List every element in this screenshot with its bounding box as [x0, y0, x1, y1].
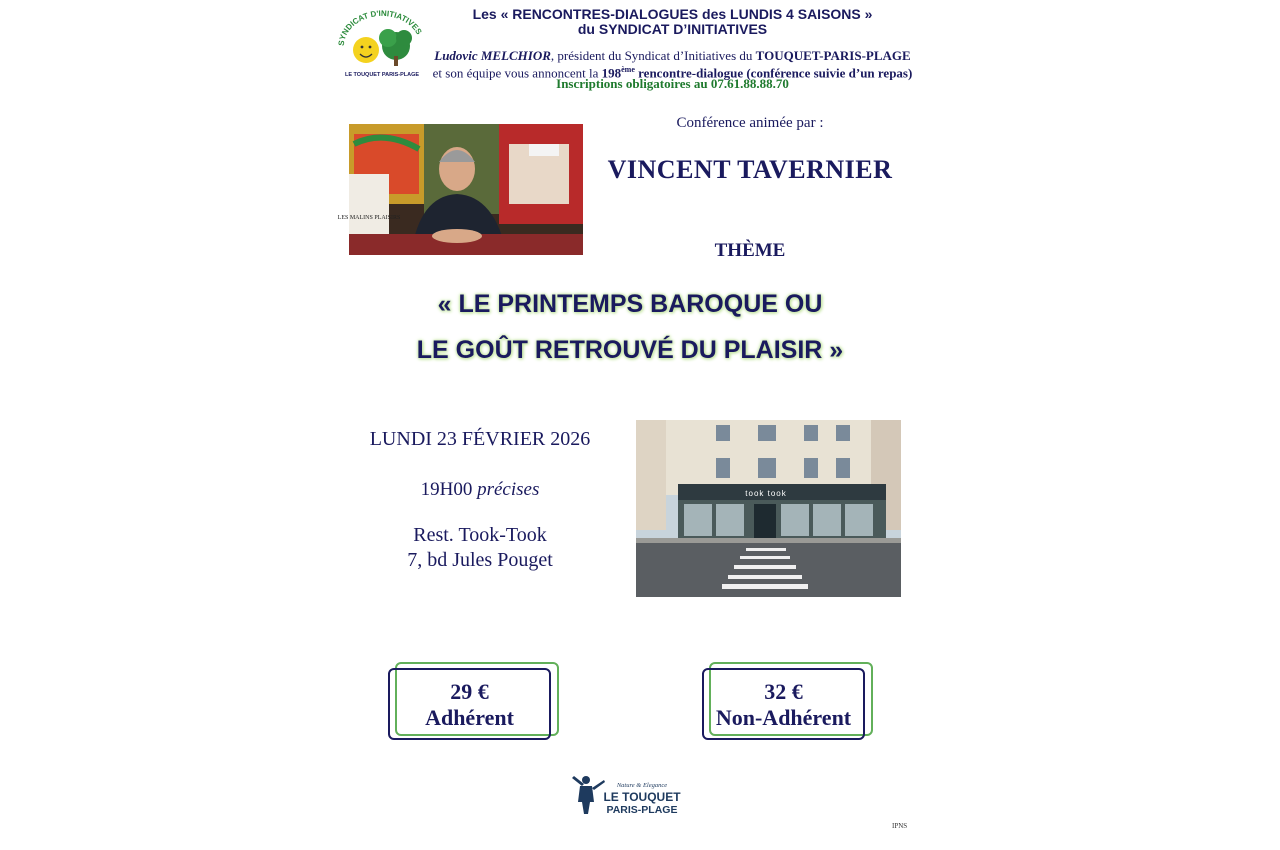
logo-line-2: PARIS-PLAGE: [606, 804, 678, 816]
price-non-member-amount: 32 €: [764, 679, 803, 704]
announce-text-2: rencontre-dialogue (conférence suivie d’un repas): [634, 65, 913, 81]
venue-address: 7, bd Jules Pouget: [407, 549, 553, 571]
theme-label: THÈME: [714, 240, 786, 261]
syndicat-logo: [336, 8, 428, 80]
le-touquet-logo: [570, 770, 690, 820]
speaker-photo: [337, 124, 583, 255]
price-non-member-label: Non-Adhérent: [715, 705, 852, 730]
conference-intro: Conférence animée par :: [676, 115, 824, 131]
price-non-member: [702, 668, 865, 740]
restaurant-photo: [636, 420, 901, 597]
theme-title-line-1: « LE PRINTEMPS BAROQUE OU: [437, 290, 823, 318]
announce-text: et son équipe vous annoncent la: [432, 65, 602, 81]
price-member-amount: 29 €: [450, 679, 489, 704]
restaurant-sign: took took: [745, 489, 787, 498]
logo-line-1: LE TOUQUET: [603, 790, 681, 804]
price-member: [388, 668, 551, 740]
price-member-label: Adhérent: [425, 705, 514, 730]
book-cover: [349, 174, 389, 244]
town-name: TOUQUET-PARIS-PLAGE: [755, 48, 911, 63]
svg-text:LE TOUQUET PARIS-PLAGE: LE TOUQUET PARIS-PLAGE: [344, 72, 420, 78]
registration-info: Inscriptions obligatoires au 07.61.88.88.70: [556, 76, 789, 91]
imprint-note: IPNS: [892, 822, 908, 830]
header-line-3: [430, 49, 915, 63]
president-name: Ludovic MELCHIOR: [434, 48, 551, 63]
venue-name: Rest. Took-Took: [413, 524, 547, 546]
president-text: , président du Syndicat d’Initiatives du: [550, 48, 756, 63]
event-time-suffix: précises: [477, 479, 540, 500]
event-time-value: 19H00: [420, 479, 473, 500]
event-time: [340, 479, 620, 501]
logo-arc-text: SYNDICAT D'INITIATIVES: [336, 8, 424, 47]
theme-title-line-2: LE GOÛT RETROUVÉ DU PLAISIR »: [416, 336, 844, 364]
logo-tagline: Nature & Elegance: [616, 782, 668, 789]
edition-suffix: ème: [621, 65, 635, 74]
edition-number: 198: [601, 65, 622, 81]
book-title: LES MALINS PLAISIRS: [337, 215, 401, 221]
speaker-name: VINCENT TAVERNIER: [607, 155, 893, 184]
header-line-2: du SYNDICAT D’INITIATIVES: [577, 21, 768, 37]
header-line-1: Les « RENCONTRES-DIALOGUES des LUNDIS 4 SAISONS »: [472, 6, 873, 22]
event-date: LUNDI 23 FÉVRIER 2026: [369, 428, 591, 450]
